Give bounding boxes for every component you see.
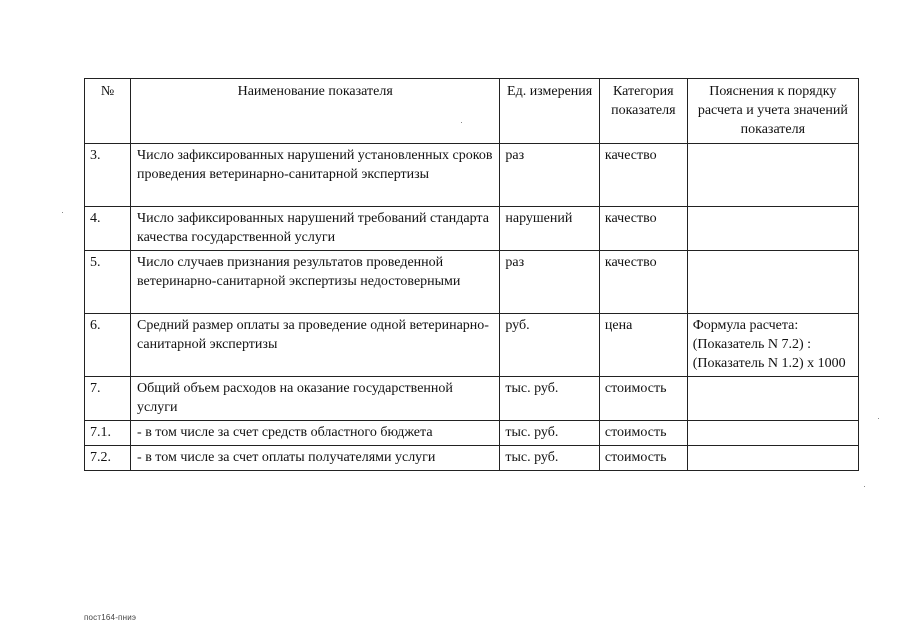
row-num: 7.1. xyxy=(85,421,131,446)
table-row xyxy=(85,251,859,314)
row-name: - в том числе за счет средств областного бюджета xyxy=(131,421,500,446)
row-category: качество xyxy=(599,144,687,207)
footer-note: пост164-пниэ xyxy=(84,613,137,622)
row-unit: руб. xyxy=(500,314,600,377)
row-category: стоимость xyxy=(599,421,687,446)
row-num: 4. xyxy=(85,207,131,251)
row-explanation xyxy=(687,144,858,207)
indicators-table xyxy=(84,78,859,471)
table-row xyxy=(85,377,859,421)
table-row xyxy=(85,144,859,207)
row-explanation: Формула расчета: (Показатель N 7.2) : (Показатель N 1.2) x 1000 xyxy=(687,314,858,377)
row-name: - в том числе за счет оплаты получателями услуги xyxy=(131,446,500,471)
table-row xyxy=(85,207,859,251)
header-num: № xyxy=(85,79,131,144)
row-category: качество xyxy=(599,207,687,251)
row-unit: тыс. руб. xyxy=(500,421,600,446)
row-category: стоимость xyxy=(599,446,687,471)
row-unit: раз xyxy=(500,144,600,207)
header-category: Категория показателя xyxy=(599,79,687,144)
scan-speck xyxy=(878,418,879,419)
row-explanation xyxy=(687,421,858,446)
row-name: Средний размер оплаты за проведение одной ветеринарно-санитарной экспертизы xyxy=(131,314,500,377)
scan-speck xyxy=(461,122,462,123)
table-row xyxy=(85,314,859,377)
table-header-row xyxy=(85,79,859,144)
header-explanation: Пояснения к порядку расчета и учета значений показателя xyxy=(687,79,858,144)
row-category: цена xyxy=(599,314,687,377)
table-body xyxy=(85,144,859,471)
row-name: Число зафиксированных нарушений установленных сроков проведения ветеринарно-санитарной экспертизы xyxy=(131,144,500,207)
row-num: 7.2. xyxy=(85,446,131,471)
row-explanation xyxy=(687,446,858,471)
row-num: 7. xyxy=(85,377,131,421)
row-unit: нарушений xyxy=(500,207,600,251)
row-num: 5. xyxy=(85,251,131,314)
row-unit: тыс. руб. xyxy=(500,377,600,421)
header-name: Наименование показателя xyxy=(131,79,500,144)
scan-speck xyxy=(62,212,63,213)
table-header xyxy=(85,79,859,144)
row-explanation xyxy=(687,207,858,251)
header-unit: Ед. измерения xyxy=(500,79,600,144)
row-num: 3. xyxy=(85,144,131,207)
row-explanation xyxy=(687,251,858,314)
table-row xyxy=(85,446,859,471)
scan-speck xyxy=(864,486,865,487)
row-num: 6. xyxy=(85,314,131,377)
table-row xyxy=(85,421,859,446)
row-category: качество xyxy=(599,251,687,314)
row-name: Число зафиксированных нарушений требований стандарта качества государственной услуги xyxy=(131,207,500,251)
row-name: Общий объем расходов на оказание государственной услуги xyxy=(131,377,500,421)
row-unit: тыс. руб. xyxy=(500,446,600,471)
row-category: стоимость xyxy=(599,377,687,421)
row-name: Число случаев признания результатов проведенной ветеринарно-санитарной экспертизы недостоверными xyxy=(131,251,500,314)
row-explanation xyxy=(687,377,858,421)
row-unit: раз xyxy=(500,251,600,314)
